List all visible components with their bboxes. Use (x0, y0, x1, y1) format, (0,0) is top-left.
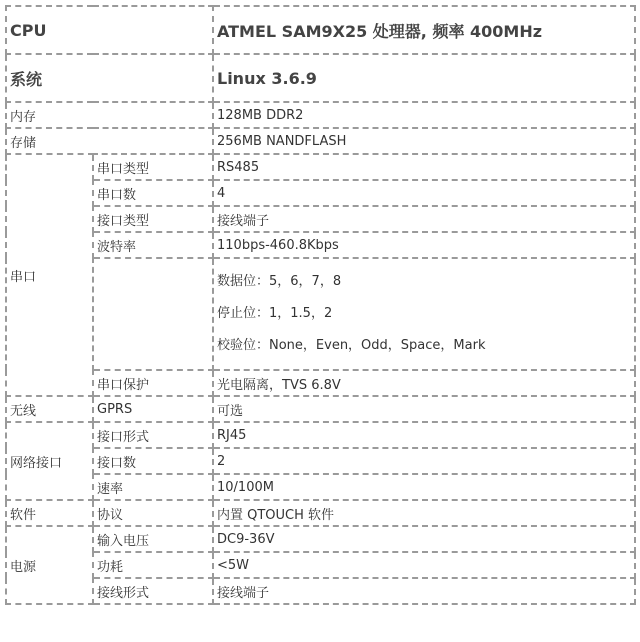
row-label: 系统 (6, 54, 213, 102)
table-row (6, 128, 635, 154)
sub-label: GPRS (93, 396, 213, 422)
row-value: RS485 (213, 154, 635, 180)
sub-label: 接口数 (93, 448, 213, 474)
row-value: RJ45 (213, 422, 635, 448)
table-row (6, 206, 635, 232)
row-value-multi (213, 258, 635, 370)
sub-label: 串口类型 (93, 154, 213, 180)
parity: 校验位：None，Even，Odd，Space，Mark (217, 338, 486, 353)
sub-label: 协议 (93, 500, 213, 526)
row-value: 10/100M (213, 474, 635, 500)
sub-label: 速率 (93, 474, 213, 500)
row-value: <5W (213, 552, 635, 578)
group-label: 软件 (6, 500, 93, 526)
table-row (6, 258, 635, 370)
table-row (6, 232, 635, 258)
row-value: 接线端子 (213, 206, 635, 232)
table-row (6, 422, 635, 448)
table-row (6, 102, 635, 128)
row-value: ATMEL SAM9X25 处理器, 频率 400MHz (213, 6, 635, 54)
sub-label: 接口形式 (93, 422, 213, 448)
sub-label: 接线形式 (93, 578, 213, 604)
table-row (6, 54, 635, 102)
table-row (6, 500, 635, 526)
row-value: 光电隔离，TVS 6.8V (213, 370, 635, 396)
table-row (6, 474, 635, 500)
row-value: 256MB NANDFLASH (213, 128, 635, 154)
stop-bits: 停止位：1，1.5，2 (217, 306, 333, 321)
row-value: 可选 (213, 396, 635, 422)
table-row (6, 370, 635, 396)
table-row (6, 448, 635, 474)
table-row (6, 396, 635, 422)
row-label: 存储 (6, 128, 213, 154)
sub-label: 串口数 (93, 180, 213, 206)
data-bits: 数据位：5，6，7，8 (217, 274, 342, 289)
sub-label: 串口保护 (93, 370, 213, 396)
row-label: CPU (6, 6, 213, 54)
sub-label: 功耗 (93, 552, 213, 578)
row-value: 128MB DDR2 (213, 102, 635, 128)
group-label: 串口 (6, 154, 93, 396)
table-row (6, 526, 635, 552)
sub-label: 接口类型 (93, 206, 213, 232)
group-label: 网络接口 (6, 422, 93, 500)
spec-table (5, 5, 636, 605)
table-row (6, 6, 635, 54)
group-label: 无线 (6, 396, 93, 422)
row-value: DC9-36V (213, 526, 635, 552)
row-value: 110bps-460.8Kbps (213, 232, 635, 258)
sub-label: 波特率 (93, 232, 213, 258)
sub-label (93, 258, 213, 370)
row-value: Linux 3.6.9 (213, 54, 635, 102)
table-row (6, 180, 635, 206)
row-label: 内存 (6, 102, 213, 128)
row-value: 内置 QTOUCH 软件 (213, 500, 635, 526)
row-value: 4 (213, 180, 635, 206)
table-row (6, 552, 635, 578)
table-row (6, 578, 635, 604)
sub-label: 输入电压 (93, 526, 213, 552)
table-row (6, 154, 635, 180)
row-value: 2 (213, 448, 635, 474)
row-value: 接线端子 (213, 578, 635, 604)
group-label: 电源 (6, 526, 93, 604)
